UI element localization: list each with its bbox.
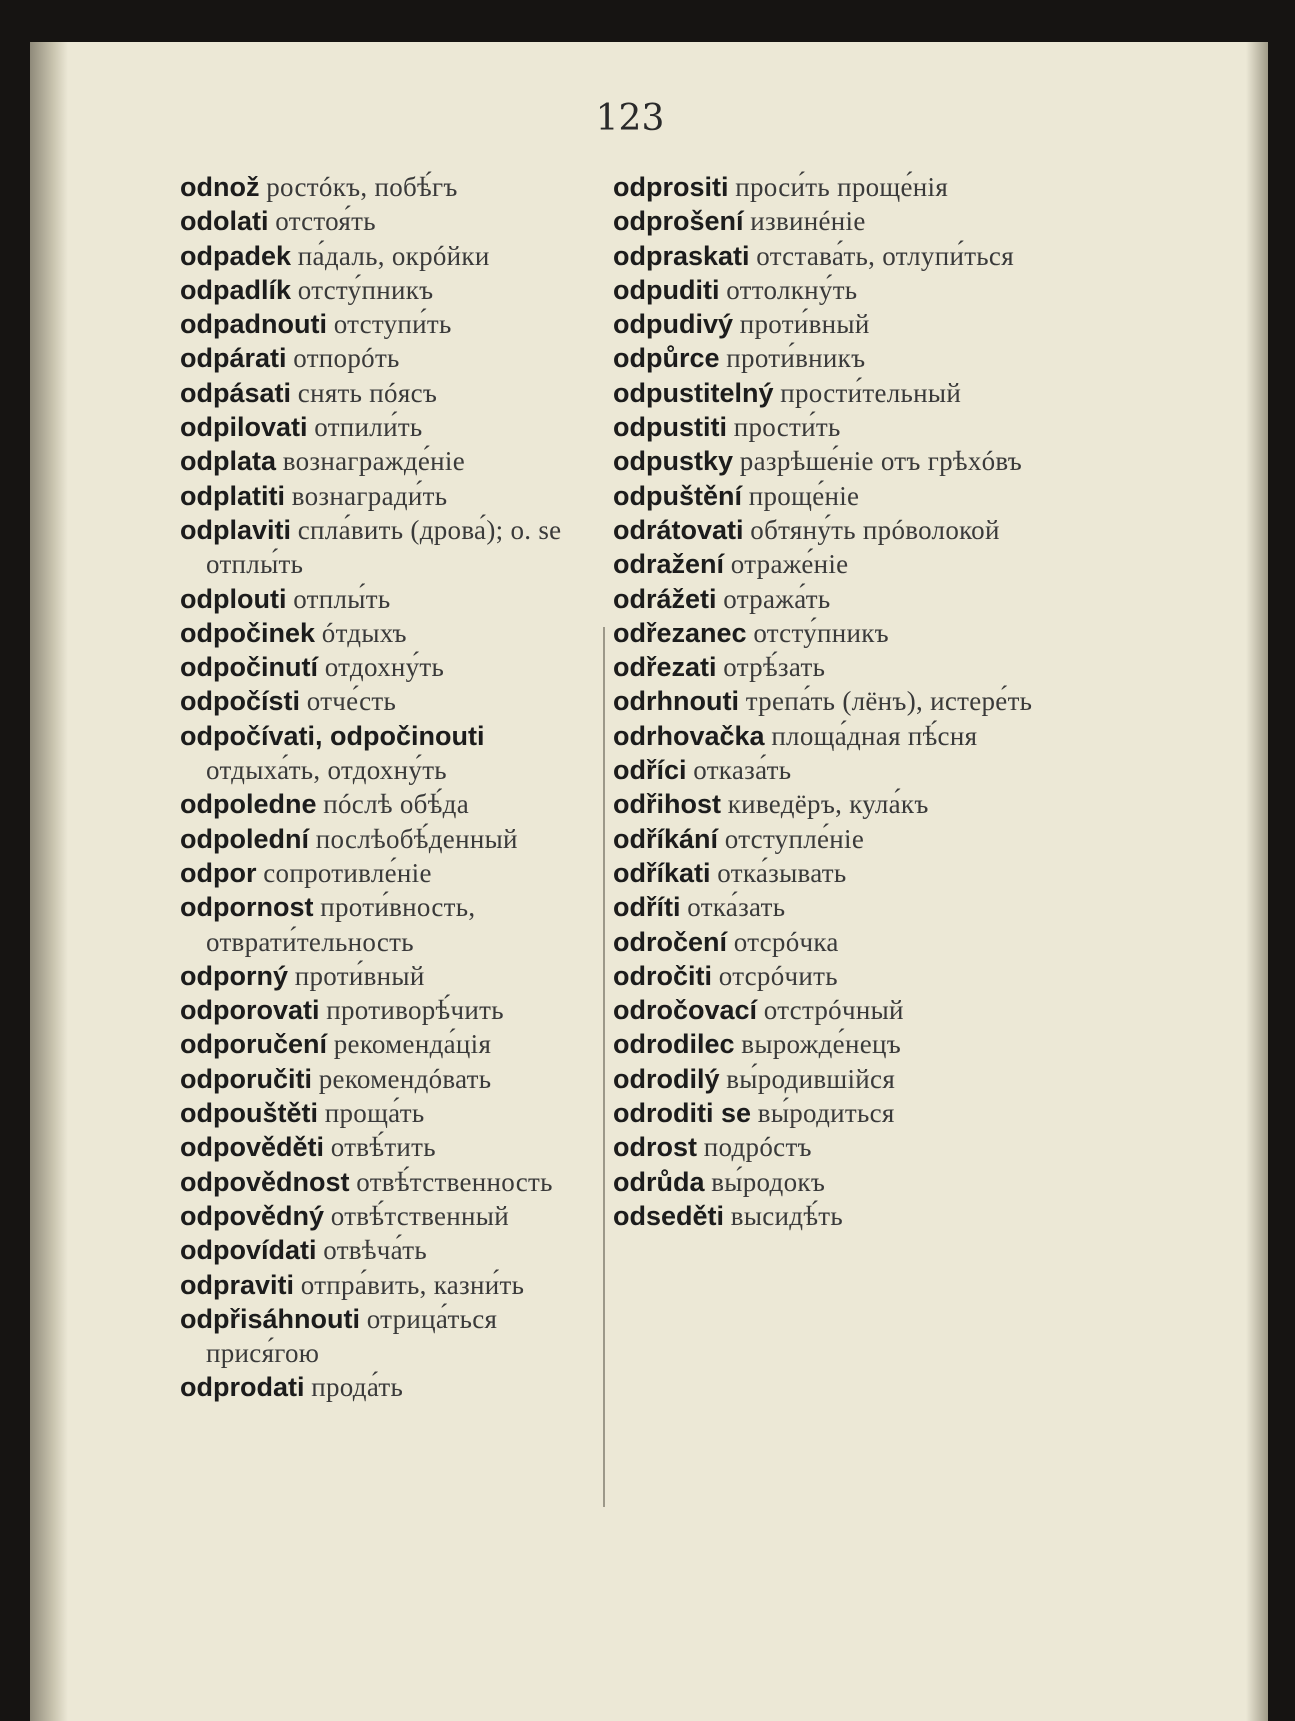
dictionary-entry [180,787,600,821]
headword: odpočinek [180,617,316,648]
dictionary-entry [613,959,1033,993]
headword: odřihost [613,789,721,820]
dictionary-entry [180,204,600,238]
translation: отдохну́ть [324,652,445,683]
translation: вы́родокъ [711,1166,826,1197]
translation: разрѣше́ніе отъ грѣхóвъ [739,446,1023,477]
translation: подрóстъ [703,1132,812,1163]
headword: odpočísti [180,686,300,717]
book-page [30,42,1268,1721]
translation: противорѣ́чить [326,995,504,1026]
headword: odprositi [613,172,729,202]
dictionary-entry [180,616,600,650]
translation: спла́вить (дрова́); o. se отплы́ть [206,514,562,580]
headword: odříkání [613,823,719,854]
headword: odřezanec [613,617,747,648]
translation: извинéніе [750,206,866,237]
dictionary-entry [613,582,1033,616]
headword: odpočinutí [180,652,318,683]
dictionary-entry [180,273,600,307]
translation: проти́вникъ [726,343,866,374]
translation: óтдыхъ [321,617,407,648]
dictionary-entry [180,1027,600,1061]
headword: odplatiti [180,480,285,511]
headword: odrost [613,1132,697,1163]
dictionary-entry [180,170,600,204]
dictionary-entry [180,582,600,616]
headword: odpolední [180,823,309,854]
headword: odpadnouti [180,309,327,340]
dictionary-entry [613,1062,1033,1096]
translation: отраже́ніе [730,549,849,580]
translation: прости́тельный [780,377,962,408]
headword: odpouštěti [180,1098,318,1129]
dictionary-entry [180,856,600,890]
dictionary-entry [180,239,600,273]
headword: odpraskati [613,240,750,271]
dictionary-entry [613,684,1033,718]
translation: па́даль, окрóйки [297,240,490,271]
translation: отвѣ́тственный [330,1200,509,1231]
dictionary-entry [180,993,600,1027]
headword: odporovati [180,995,320,1026]
headword: odporný [180,960,288,991]
translation: отсту́пникъ [753,617,889,648]
dictionary-entry [613,307,1033,341]
dictionary-entry [180,1233,600,1267]
column-divider [603,627,605,1507]
translation: проси́ть проще́нія [735,172,949,202]
dictionary-entry [180,1165,600,1199]
headword: odpůrce [613,343,720,374]
headword: odpustky [613,446,734,477]
translation: отка́зать [687,892,786,923]
translation: отвѣ́тственность [356,1166,553,1197]
translation: оттолкну́ть [726,274,858,305]
left-column [180,170,600,1405]
translation: проти́вность, отврати́тельность [206,892,476,957]
translation: отстава́ть, отлупи́ться [756,240,1014,271]
translation: вознагражде́ніе [282,446,465,477]
translation: рекомендóвать [318,1063,492,1094]
dictionary-entry [180,650,600,684]
dictionary-entry [613,239,1033,273]
dictionary-entry [180,959,600,993]
headword: odnož [180,172,260,202]
dictionary-entry [613,547,1033,581]
dictionary-entry [613,1165,1033,1199]
headword: odpovídati [180,1235,317,1266]
translation: рекоменда́ція [333,1029,492,1060]
headword: odpovědnost [180,1166,350,1197]
page-number: 123 [595,98,665,139]
dictionary-entry [613,410,1033,444]
dictionary-entry [613,650,1033,684]
headword: odpustiti [613,412,727,443]
translation: отрица́ться прися́гою [206,1303,498,1369]
headword: odříkati [613,857,711,888]
translation: вы́родившійся [726,1063,896,1094]
dictionary-entry [613,1130,1033,1164]
translation: прода́ть [311,1372,404,1403]
translation: отступле́ніе [724,823,865,854]
headword: odplouti [180,583,287,614]
headword: odpadek [180,240,292,271]
headword: odpuditi [613,274,720,305]
translation: отсрóчка [733,926,839,957]
dictionary-entry [613,856,1033,890]
headword: odpočívati, odpočinouti [180,720,485,751]
headword: odrhovačka [613,720,765,751]
dictionary-entry [613,479,1033,513]
translation: снять пóясъ [297,377,438,408]
dictionary-entry [613,273,1033,307]
headword: odražení [613,549,725,580]
dictionary-entry [180,1096,600,1130]
right-column [613,170,1033,1233]
headword: odrodilý [613,1063,720,1094]
dictionary-entry [613,513,1033,547]
dictionary-entry [180,1130,600,1164]
translation: отвѣ́тить [330,1132,436,1163]
headword: odpověděti [180,1132,325,1163]
dictionary-entry [613,1027,1033,1061]
headword: odpoledne [180,789,317,820]
headword: odpovědný [180,1200,325,1231]
translation: отка́зывать [717,857,847,888]
translation: отрѣ́зать [723,652,826,683]
translation: проти́вный [739,309,870,340]
page-edge-shadow [1246,42,1268,1721]
dictionary-entry [613,616,1033,650]
headword: odročovací [613,995,758,1026]
headword: odolati [180,206,269,237]
dictionary-entry [613,376,1033,410]
headword: odporučení [180,1029,327,1060]
headword: odrodilec [613,1029,735,1060]
translation: отвѣча́ть [323,1235,427,1266]
headword: odpuštění [613,480,742,511]
dictionary-entry [180,1199,600,1233]
headword: odpraviti [180,1269,295,1300]
dictionary-entry [613,753,1033,787]
translation: вы́родиться [757,1098,895,1129]
translation: отпили́ть [314,412,423,443]
dictionary-entry [613,1199,1033,1233]
headword: odprošení [613,206,744,237]
dictionary-entry [613,444,1033,478]
dictionary-entry [180,444,600,478]
dictionary-entry [180,1268,600,1302]
translation: отказа́ть [693,755,792,786]
dictionary-entry [613,925,1033,959]
headword: odprodati [180,1372,305,1403]
headword: odrážeti [613,583,717,614]
translation: отсрóчить [718,960,838,991]
gutter-shadow [30,42,68,1721]
translation: отпорóть [293,343,400,374]
headword: odrhnouti [613,686,739,717]
headword: odrůda [613,1166,705,1197]
translation: отража́ть [723,583,831,614]
headword: odříti [613,892,681,923]
translation: отступи́ть [333,309,452,340]
translation: трепа́ть (лёнъ), истере́ть [745,686,1033,717]
translation: проти́вный [294,960,425,991]
dictionary-entry [613,204,1033,238]
headword: odpilovati [180,412,308,443]
headword: odroditi se [613,1098,752,1129]
dictionary-entry [180,513,600,582]
translation: прости́ть [733,412,841,443]
translation: отстрóчный [763,995,904,1026]
dictionary-entry [613,822,1033,856]
dictionary-entry [613,787,1033,821]
headword: odpadlík [180,274,292,305]
headword: odplata [180,446,277,477]
headword: odpřisáhnouti [180,1303,360,1334]
translation: сопротивле́ніе [263,857,432,888]
translation: отсту́пникъ [297,274,434,305]
headword: odročení [613,926,728,957]
dictionary-entry [180,479,600,513]
dictionary-entry [180,1062,600,1096]
dictionary-entry [180,341,600,375]
headword: odpudivý [613,309,733,340]
dictionary-entry [180,1370,600,1404]
translation: вырожде́нецъ [741,1029,902,1060]
dictionary-entry [180,307,600,341]
translation: отплы́ть [293,583,391,614]
headword: odpor [180,857,257,888]
dictionary-entry [180,719,600,788]
headword: odporučiti [180,1063,312,1094]
dictionary-entry [180,822,600,856]
translation: высидѣ́ть [730,1200,844,1231]
dictionary-entry [180,684,600,718]
dictionary-entry [180,1302,600,1371]
dictionary-entry [613,1096,1033,1130]
headword: odpustitelný [613,377,774,408]
translation: отче́сть [306,686,397,717]
dictionary-entry [613,993,1033,1027]
headword: odřezati [613,652,717,683]
translation: отдыха́ть, отдохну́ть [206,755,447,786]
headword: odseděti [613,1200,725,1231]
headword: odpásati [180,377,292,408]
translation: вознагради́ть [291,480,448,511]
dictionary-entry [180,890,600,959]
headword: odpornost [180,892,314,923]
translation: послѣобѣ́денный [315,823,518,854]
dictionary-entry [180,376,600,410]
translation: проща́ть [324,1098,425,1129]
dictionary-entry [613,890,1033,924]
translation: пóслѣ обѣ́да [323,789,469,820]
headword: odplaviti [180,514,292,545]
headword: odročiti [613,960,712,991]
translation: отпра́вить, казни́ть [300,1269,525,1300]
translation: киведёръ, кула́къ [727,789,929,820]
translation: ростóкъ, побѣ́гъ [266,172,458,202]
translation: площа́дная пѣ́сня [771,720,978,751]
headword: odrátovati [613,514,744,545]
dictionary-entry [613,170,1033,204]
headword: odpárati [180,343,287,374]
dictionary-entry [613,341,1033,375]
translation: отстоя́ть [275,206,376,237]
dictionary-entry [180,410,600,444]
dictionary-entry [613,719,1033,753]
translation: обтяну́ть прóволокой [750,514,1000,545]
headword: odříci [613,755,687,786]
translation: проще́ніе [748,480,860,511]
